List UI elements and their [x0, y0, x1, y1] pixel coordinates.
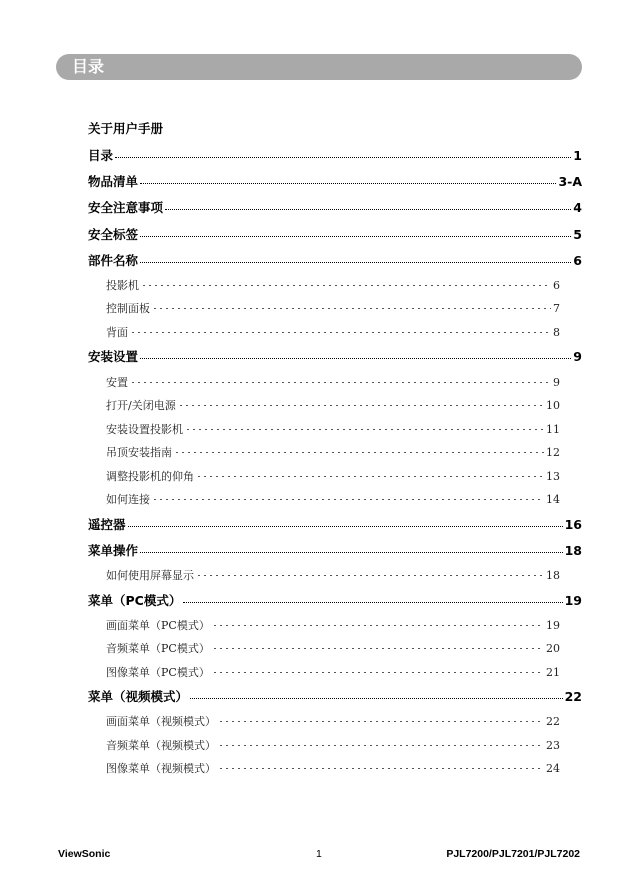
- toc-entry-page: 13: [546, 469, 560, 483]
- toc-subsection-entry[interactable]: [106, 321, 560, 345]
- toc-entry-title: 安装设置: [88, 349, 139, 365]
- toc-entry-page: 21: [546, 665, 560, 679]
- toc-dot-leader: [152, 308, 551, 309]
- toc-dot-leader: [140, 182, 556, 184]
- toc-dot-leader: [140, 235, 571, 237]
- footer-page-number: 1: [316, 848, 322, 860]
- toc-dot-leader: [196, 575, 544, 576]
- toc-dot-leader: [218, 721, 544, 722]
- toc-dot-leader: [140, 261, 571, 263]
- toc-entry-page: 23: [546, 738, 560, 752]
- toc-entry-page: 24: [546, 762, 560, 776]
- toc-entry-page: 18: [564, 542, 582, 558]
- toc-entry-title: 菜单（视频模式）: [88, 689, 189, 705]
- toc-dot-leader: [174, 452, 544, 453]
- toc-subsection-entry[interactable]: [106, 394, 560, 418]
- toc-subsection-entry[interactable]: [106, 371, 560, 395]
- toc-entry-page: 6: [553, 278, 560, 292]
- toc-subsection-entry[interactable]: [106, 734, 560, 758]
- toc-entry-title: 音频菜单（PC模式）: [106, 642, 210, 656]
- toc-section-entry[interactable]: [88, 115, 582, 143]
- toc-section-entry[interactable]: [88, 222, 582, 248]
- toc-entry-title: 如何使用屏幕显示: [106, 569, 194, 582]
- toc-subsection-entry[interactable]: [106, 661, 560, 685]
- toc-entry-title: 菜单操作: [88, 542, 139, 558]
- page-footer: [58, 848, 580, 864]
- toc-dot-leader: [212, 648, 544, 649]
- toc-entry-page: 3-A: [558, 174, 582, 190]
- toc-subsection-entry[interactable]: [106, 274, 560, 298]
- toc-dot-leader: [130, 332, 551, 333]
- toc-subsection-entry[interactable]: [106, 297, 560, 321]
- toc-dot-leader: [130, 382, 551, 383]
- toc-section-entry[interactable]: [88, 684, 582, 710]
- toc-entry-title: 吊顶安装指南: [106, 446, 172, 460]
- toc-entry-page: 18: [546, 569, 560, 582]
- toc-subsection-entry[interactable]: [106, 614, 560, 638]
- toc-dot-leader: [190, 697, 563, 699]
- toc-entry-title: 投影机: [106, 278, 139, 292]
- toc-section-entry[interactable]: [88, 538, 582, 564]
- toc-dot-leader: [196, 476, 544, 477]
- toc-subsection-entry[interactable]: [106, 757, 560, 781]
- toc-entry-page: 20: [546, 642, 560, 656]
- toc-entry-page: 4: [573, 200, 582, 216]
- toc-entry-page: 7: [553, 302, 560, 316]
- toc-section-entry[interactable]: [88, 195, 582, 221]
- toc-entry-title: 画面菜单（视频模式）: [106, 715, 216, 729]
- toc-entry-page: 9: [553, 375, 560, 389]
- toc-entry-page: 22: [546, 715, 560, 729]
- toc-section-entry[interactable]: [88, 588, 582, 614]
- toc-entry-title: 部件名称: [88, 252, 139, 268]
- toc-entry-page: 19: [546, 618, 560, 632]
- toc-dot-leader: [115, 156, 571, 158]
- toc-section-entry[interactable]: [88, 248, 582, 274]
- toc-subsection-entry[interactable]: [106, 418, 560, 442]
- toc-subsection-entry[interactable]: [106, 710, 560, 734]
- toc-section-entry[interactable]: [88, 169, 582, 195]
- toc-dot-leader: [152, 499, 544, 500]
- toc-dot-leader: [140, 357, 571, 359]
- footer-brand: ViewSonic: [58, 848, 111, 860]
- toc-entry-page: 1: [573, 148, 582, 163]
- toc-dot-leader: [140, 551, 563, 553]
- toc-entry-page: 14: [546, 493, 560, 507]
- toc-entry-page: 5: [573, 226, 582, 242]
- page-title: 目录: [72, 57, 105, 76]
- toc-dot-leader: [212, 625, 544, 626]
- toc-entry-page: 6: [573, 252, 582, 268]
- toc-subsection-entry[interactable]: [106, 637, 560, 661]
- toc-entry-page: 22: [564, 689, 582, 705]
- toc-entry-title: 背面: [106, 325, 128, 339]
- toc-entry-title: 图像菜单（视频模式）: [106, 762, 216, 776]
- toc-subsection-entry[interactable]: [106, 488, 560, 512]
- toc-dot-leader: [128, 525, 563, 527]
- toc-entry-title: 安全标签: [88, 226, 139, 242]
- toc-section-entry[interactable]: [88, 512, 582, 538]
- toc-entry-title: 如何连接: [106, 493, 150, 507]
- toc-entry-title: 物品清单: [88, 174, 139, 190]
- toc-entry-title: 画面菜单（PC模式）: [106, 618, 210, 632]
- toc-entry-title: 调整投影机的仰角: [106, 469, 194, 483]
- toc-subsection-entry[interactable]: [106, 465, 560, 489]
- toc-entry-page: 8: [553, 325, 560, 339]
- toc-section-entry[interactable]: [88, 143, 582, 169]
- footer-model: PJL7200/PJL7201/PJL7202: [446, 848, 580, 860]
- toc-entry-page: 11: [546, 422, 560, 436]
- toc-entry-title: 打开/关闭电源: [106, 399, 176, 413]
- toc-dot-leader: [218, 768, 544, 769]
- table-of-contents: [88, 115, 582, 781]
- toc-dot-leader: [165, 208, 571, 210]
- toc-entry-page: 16: [564, 516, 582, 532]
- toc-entry-title: 目录: [88, 148, 114, 163]
- toc-dot-leader: [185, 429, 544, 430]
- toc-entry-title: 遥控器: [88, 516, 126, 532]
- toc-subsection-entry[interactable]: [106, 441, 560, 465]
- toc-dot-leader: [178, 405, 544, 406]
- toc-entry-page: 12: [546, 446, 560, 460]
- toc-entry-page: 19: [564, 592, 582, 608]
- toc-entry-title: 安装设置投影机: [106, 422, 183, 436]
- toc-entry-page: 9: [573, 349, 582, 365]
- toc-entry-title: 音频菜单（视频模式）: [106, 738, 216, 752]
- toc-entry-title: 关于用户手册: [88, 121, 164, 136]
- toc-dot-leader: [141, 285, 551, 286]
- toc-section-entry[interactable]: [88, 344, 582, 370]
- toc-dot-leader: [212, 672, 544, 673]
- toc-entry-title: 控制面板: [106, 302, 150, 316]
- toc-entry-title: 安全注意事项: [88, 200, 164, 216]
- toc-entry-title: 图像菜单（PC模式）: [106, 665, 210, 679]
- toc-entry-page: 10: [546, 399, 560, 413]
- toc-dot-leader: [218, 745, 544, 746]
- section-banner: [56, 54, 582, 80]
- toc-entry-title: 菜单（PC模式）: [88, 592, 182, 608]
- toc-dot-leader: [183, 601, 562, 603]
- toc-subsection-entry[interactable]: [106, 564, 560, 588]
- toc-entry-title: 安置: [106, 375, 128, 389]
